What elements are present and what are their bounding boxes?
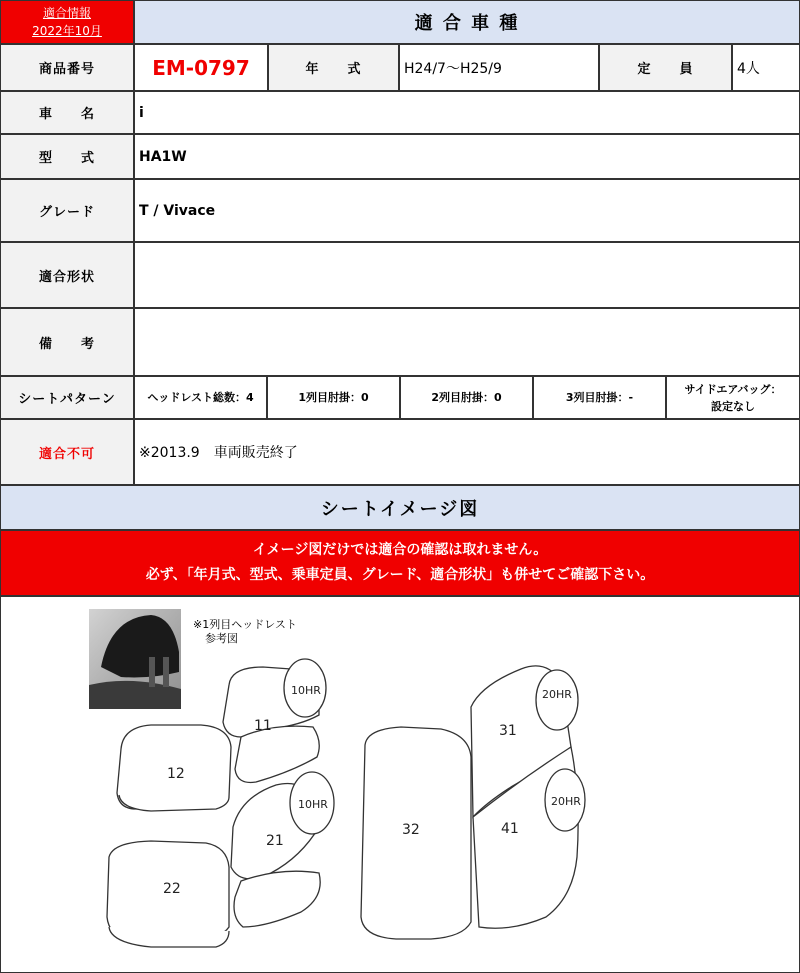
headrest-count-text: ヘッドレスト総数：4	[147, 391, 254, 404]
car-name-label-text: 車 名	[38, 107, 95, 122]
seat-41-label: 41	[501, 821, 519, 837]
fit-shape-value	[134, 242, 800, 308]
fitment-info-badge	[0, 0, 134, 44]
warning-line-2: 必ず、「年月式、型式、乗車定員、グレード、適合形状」も併せてご確認下さい。	[145, 567, 655, 583]
row2-armrest-text: 2列目肘掛：0	[431, 391, 502, 404]
car-name-value-text: i	[139, 104, 144, 121]
seat-diagram	[1, 597, 799, 972]
product-code-label-text: 商品番号	[38, 62, 95, 77]
capacity-label-text: 定 員	[637, 62, 694, 77]
headrest-count-cell	[134, 376, 267, 419]
product-code-cell	[134, 44, 268, 91]
year-label-text: 年 式	[305, 62, 362, 77]
seat-diagram-area	[0, 596, 800, 973]
product-code-value: EM-0797	[152, 55, 250, 80]
seat-21-lower	[234, 871, 320, 927]
seat-image-header	[0, 485, 800, 530]
model-label	[0, 134, 134, 179]
notes-label	[0, 308, 134, 376]
grade-label-text: グレード	[38, 205, 95, 220]
product-code-label	[0, 44, 134, 91]
seat-11-label: 11	[254, 718, 272, 734]
seat-22-label: 22	[163, 881, 181, 897]
row1-armrest-cell	[267, 376, 400, 419]
not-compatible-label-text: 適合不可	[38, 446, 95, 462]
badge-date: 2022年10月	[32, 24, 102, 38]
year-value	[399, 44, 599, 91]
header-title: 適 合 車 種	[414, 13, 520, 34]
seat-31-label: 31	[499, 723, 517, 739]
grade-value	[134, 179, 800, 242]
headrest-20hr-lower-label: 20HR	[551, 795, 581, 808]
model-value-text: HA1W	[139, 148, 187, 165]
seat-pattern-label	[0, 376, 134, 419]
headrest-20hr-upper-label: 20HR	[542, 688, 572, 701]
row1-armrest-text: 1列目肘掛：0	[298, 391, 369, 404]
row3-armrest-cell	[533, 376, 666, 419]
compatible-vehicle-header	[134, 0, 800, 44]
badge-title: 適合情報	[42, 6, 91, 20]
grade-value-text: T / Vivace	[139, 202, 216, 219]
reference-note-line2: 参考図	[205, 632, 238, 645]
seat-12-front	[119, 795, 229, 811]
seat-image-title: シートイメージ図	[320, 498, 480, 520]
row2-armrest-cell	[400, 376, 533, 419]
grade-label	[0, 179, 134, 242]
fit-shape-label	[0, 242, 134, 308]
side-airbag-cell	[666, 376, 800, 419]
notes-value	[134, 308, 800, 376]
capacity-value-text: 4人	[737, 60, 760, 77]
notes-label-text: 備 考	[38, 336, 95, 352]
not-compatible-value-text: ※2013.9 車両販売終了	[139, 445, 298, 461]
warning-banner	[0, 530, 800, 596]
headrest-10hr-upper-label: 10HR	[291, 684, 321, 697]
capacity-value	[732, 44, 800, 91]
year-label	[268, 44, 399, 91]
car-name-label	[0, 91, 134, 134]
warning-line-1: イメージ図だけでは適合の確認は取れません。	[252, 542, 548, 558]
capacity-label	[599, 44, 732, 91]
side-airbag-label-text: サイドエアバッグ：	[684, 382, 782, 396]
not-compatible-value	[134, 419, 800, 485]
seat-21-label: 21	[266, 833, 284, 849]
seat-pattern-label-text: シートパターン	[18, 392, 116, 407]
headrest-10hr-lower-label: 10HR	[298, 798, 328, 811]
fit-shape-label-text: 適合形状	[38, 269, 95, 285]
side-airbag-value-text: 設定なし	[711, 399, 755, 413]
reference-note-line1: ※1列目ヘッドレスト	[193, 618, 297, 631]
seat-32-label: 32	[402, 822, 420, 838]
row3-armrest-text: 3列目肘掛：-	[565, 391, 634, 404]
year-value-text: H24/7〜H25/9	[404, 60, 502, 77]
not-compatible-label	[0, 419, 134, 485]
model-label-text: 型 式	[38, 151, 95, 166]
seat-12-label: 12	[167, 766, 185, 782]
car-name-value	[134, 91, 800, 134]
model-value	[134, 134, 800, 179]
headrest-reference-photo	[89, 609, 181, 709]
